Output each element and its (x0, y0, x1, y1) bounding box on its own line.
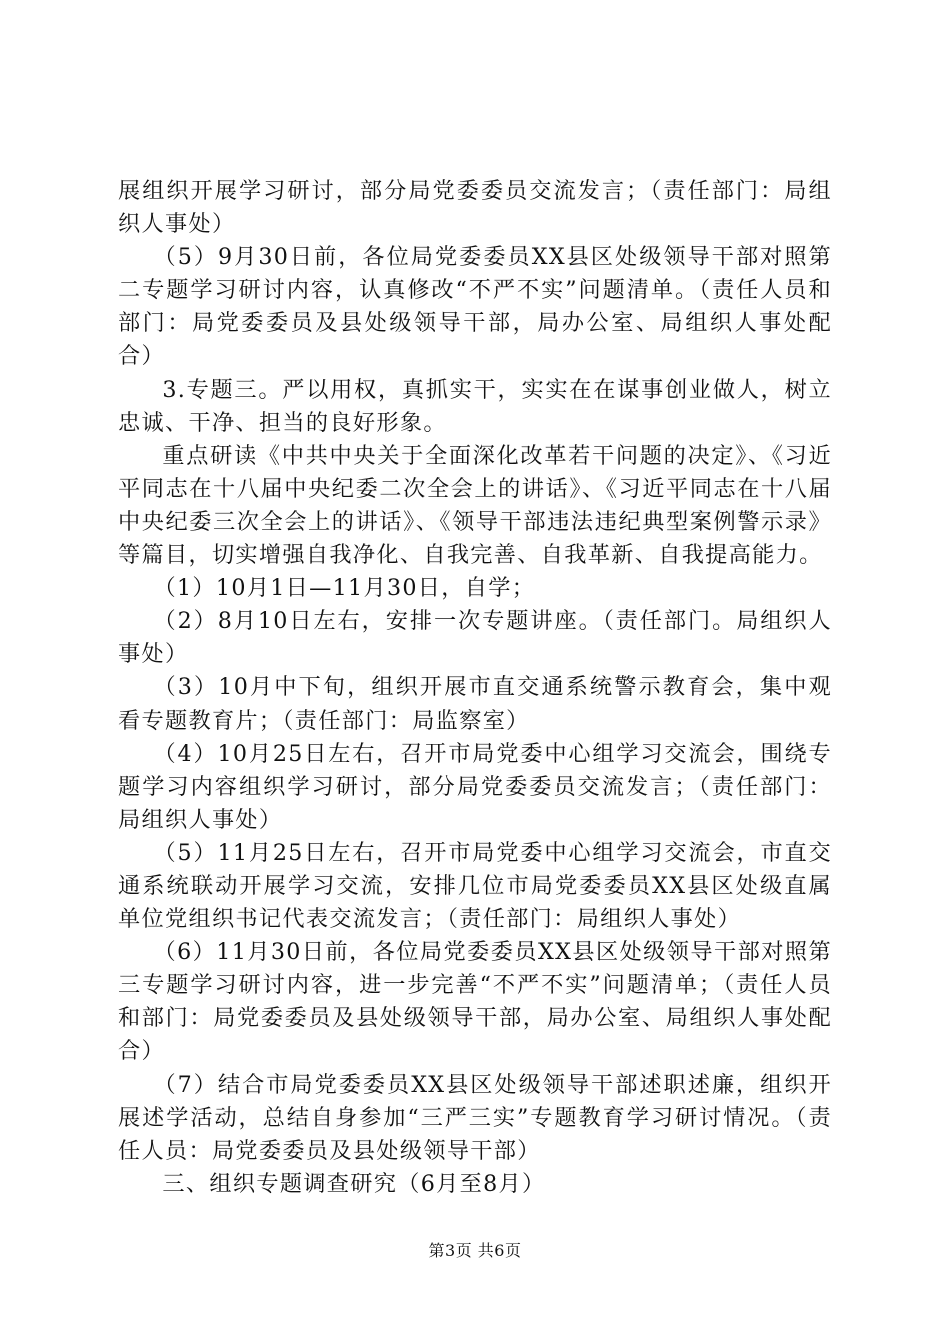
paragraph-item-2-5: （5）9月30日前，各位局党委委员XX县区处级领导干部对照第二专题学习研讨内容，认真修改“不严不实”问题清单。（责任人员和部门：局党委委员及县处级领导干部，局办公室、局组织人事处配合） (118, 244, 832, 370)
paragraph-continuation: 展组织开展学习研讨，部分局党委委员交流发言；（责任部门：局组织人事处） (118, 178, 832, 238)
paragraph-topic-three: 3.专题三。严以用权，真抓实干，实实在在谋事创业做人，树立忠诚、干净、担当的良好形象。 (118, 376, 832, 436)
paragraph-reading-list: 重点研读《中共中央关于全面深化改革若干问题的决定》、《习近平同志在十八届中央纪委二次全会上的讲话》、《习近平同志在十八届中央纪委三次全会上的讲话》、《领导干部违法违纪典型案例警示录》等篇目，切实增强自我净化、自我完善、自我革新、自我提高能力。 (118, 442, 832, 569)
page-number-footer: 第3页 共6页 (428, 1241, 522, 1260)
paragraph-item-3-6: （6）11月30日前，各位局党委委员XX县区处级领导干部对照第三专题学习研讨内容，进一步完善“不严不实”问题清单；（责任人员和部门：局党委委员及县处级领导干部，局办公室、局组织人事处配合） (118, 939, 832, 1065)
paragraph-item-3-3: （3）10月中下旬，组织开展市直交通系统警示教育会，集中观看专题教育片；（责任部门：局监察室） (118, 674, 832, 734)
paragraph-item-3-2: （2）8月10日左右，安排一次专题讲座。（责任部门。局组织人事处） (118, 608, 832, 668)
section-heading-three: 三、组织专题调查研究（6月至8月） (162, 1170, 546, 1197)
paragraph-item-3-1: （1）10月1日—11月30日，自学； (153, 575, 536, 602)
document-body (118, 175, 832, 1201)
paragraph-item-3-7: （7）结合市局党委委员XX县区处级领导干部述职述廉，组织开展述学活动，总结自身参加“三严三实”专题教育学习研讨情况。（责任人员：局党委委员及县处级领导干部） (118, 1071, 832, 1164)
paragraph-item-3-4: （4）10月25日左右，召开市局党委中心组学习交流会，围绕专题学习内容组织学习研讨，部分局党委委员交流发言；（责任部门：局组织人事处） (118, 740, 832, 833)
paragraph-item-3-5: （5）11月25日左右，召开市局党委中心组学习交流会，市直交通系统联动开展学习交流，安排几位市局党委委员XX县区处级直属单位党组织书记代表交流发言；（责任部门：局组织人事处） (118, 839, 832, 933)
